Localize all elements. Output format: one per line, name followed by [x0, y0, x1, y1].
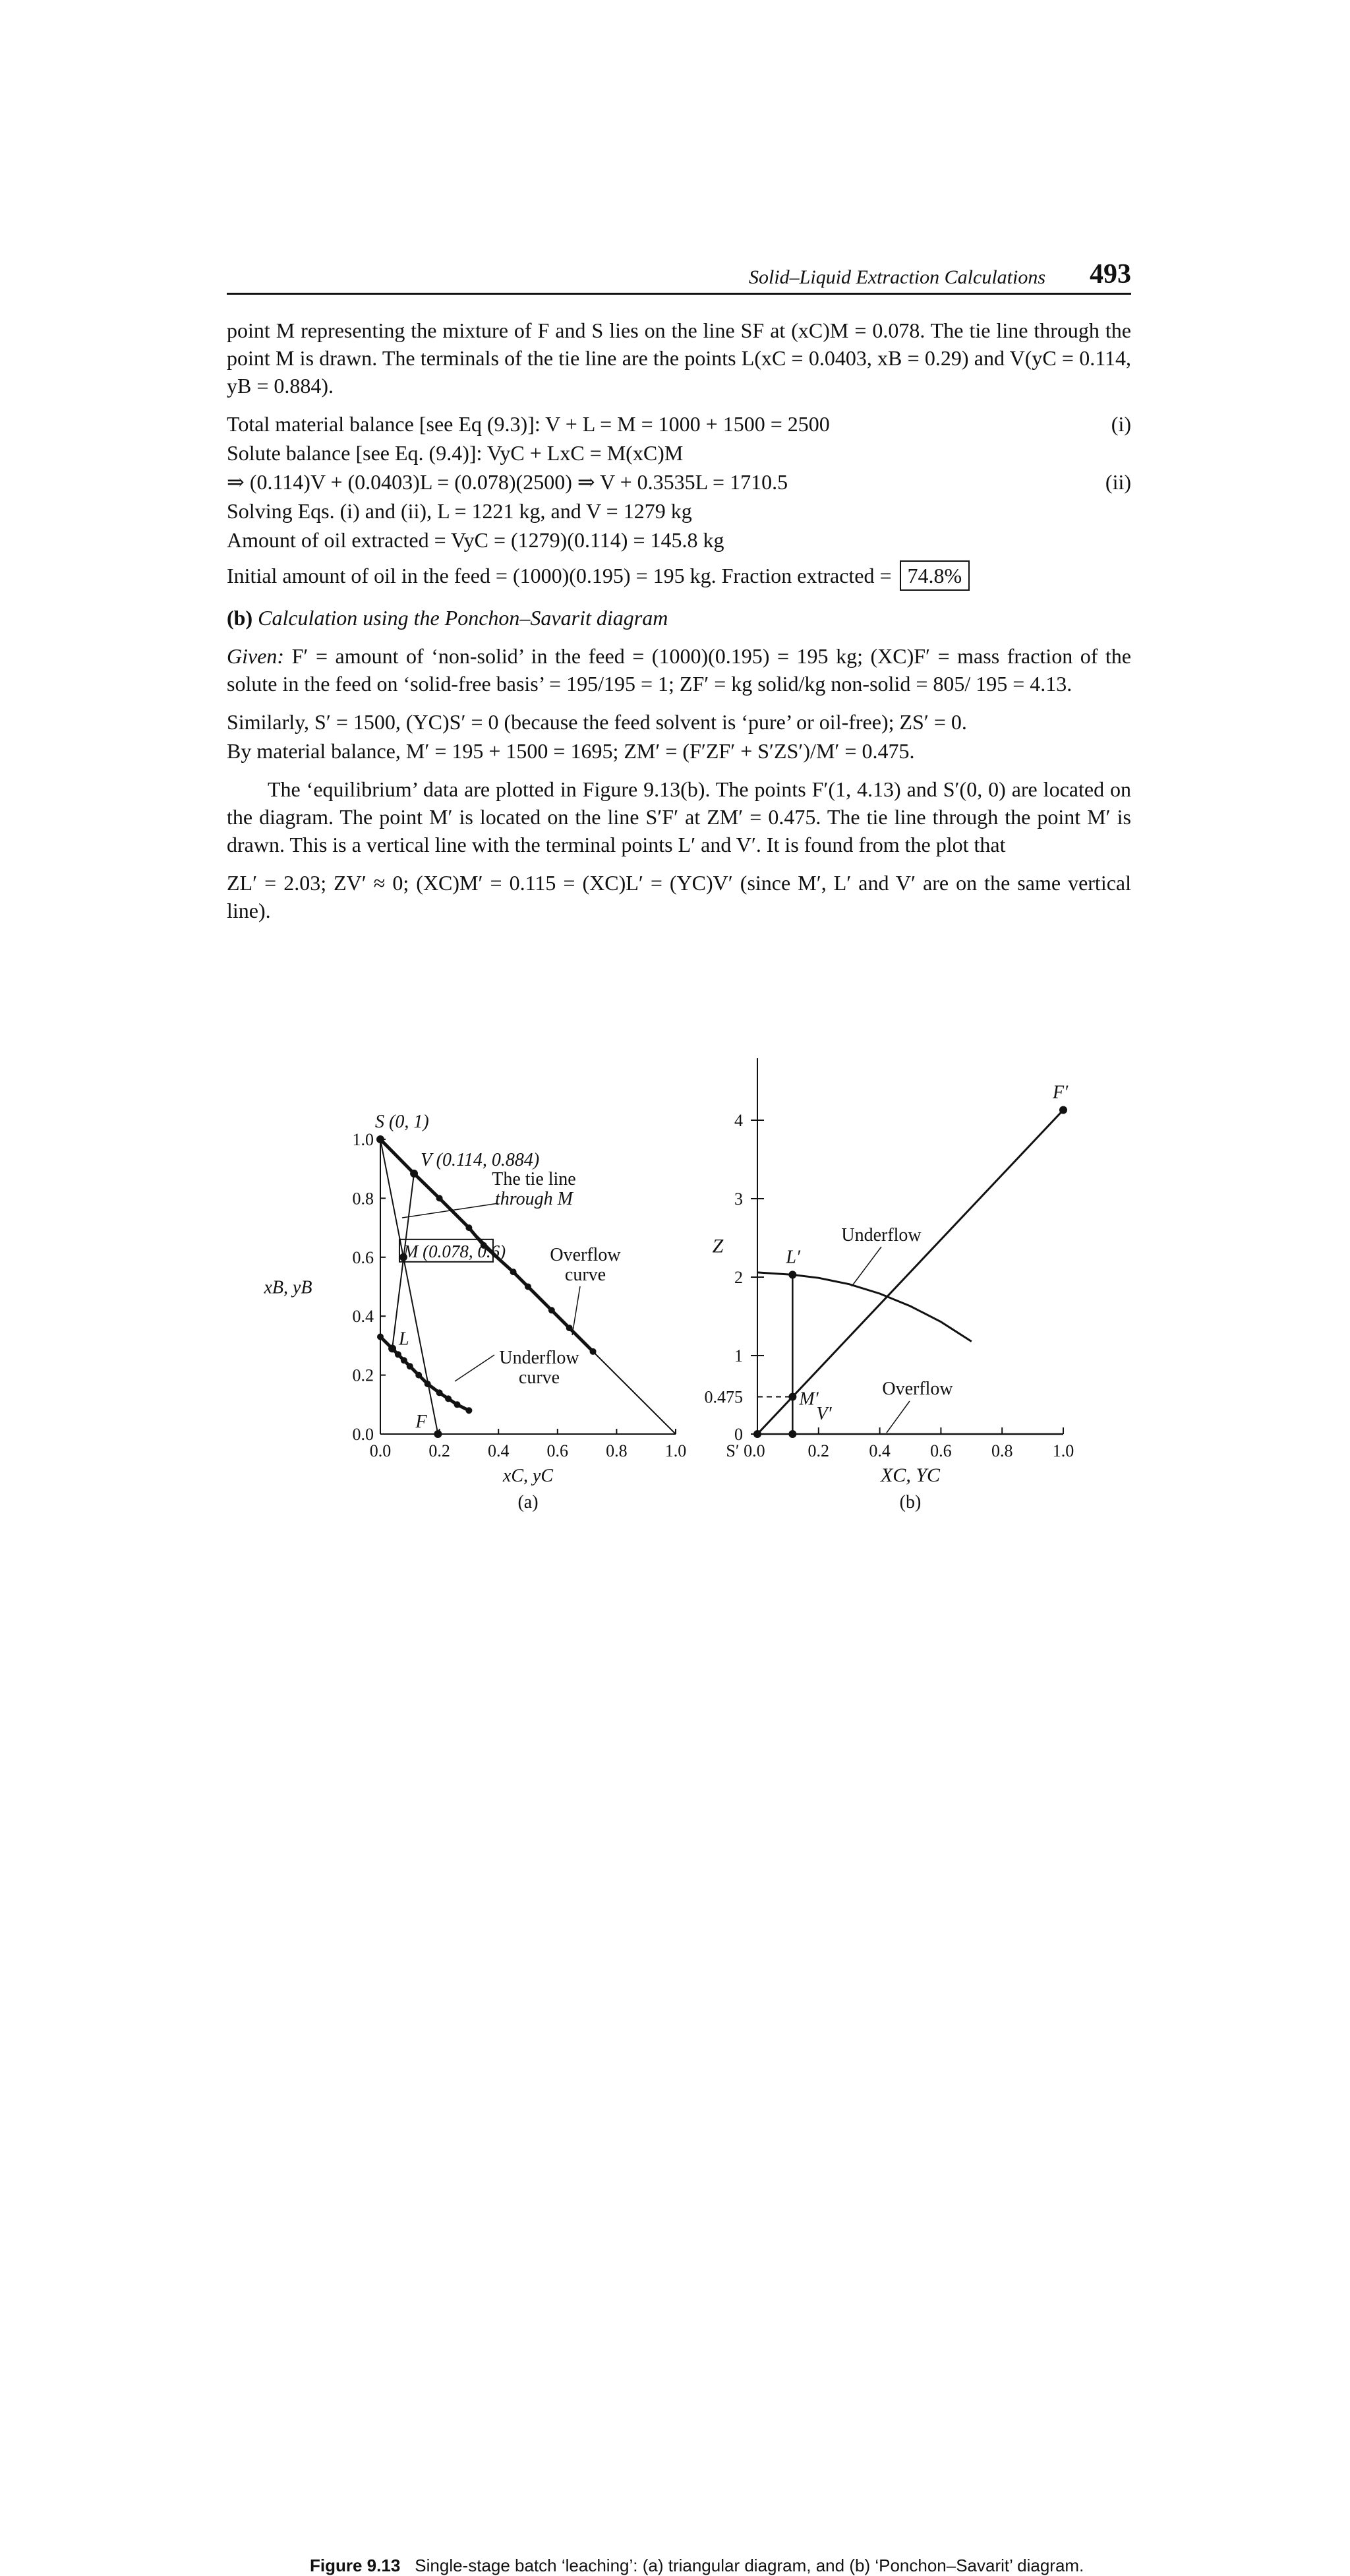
annotation-underflow: Underflow [499, 1348, 579, 1368]
x-tick-label: S′ 0.0 [726, 1441, 765, 1460]
data-point [401, 1357, 407, 1363]
point-marker [410, 1170, 418, 1178]
figure-9-13 [0, 1045, 1350, 2575]
annotation-leader [455, 1355, 494, 1381]
x-tick-label: 0.2 [428, 1441, 450, 1460]
page-header [227, 258, 1131, 295]
x-tick-label: 0.8 [606, 1441, 628, 1460]
x-tick-label: 0.4 [869, 1441, 891, 1460]
figure-caption [310, 2556, 1167, 2576]
panel-a-triangular-diagram [263, 1112, 686, 1513]
initial-amount-line [227, 560, 1131, 595]
similarly-text: Similarly, S′ = 1500, (YC)S′ = 0 (because the feed solvent is ‘pure’ or oil-free); ZS′ = 0. [227, 710, 967, 734]
equilibrium-paragraph: The ‘equilibrium’ data are plotted in Figure 9.13(b). The points F′(1, 4.13) and S′(0, 0) are located on the diagram. The point M′ is located on the line S′F′ at ZM′ = 0.475. The tie line through the point M′ is drawn. This is a vertical line with the terminal points L′ and V′. It is found from the plot that [227, 777, 1131, 856]
y-tick-label: 1 [734, 1346, 743, 1365]
panel-label: (b) [899, 1492, 922, 1513]
point-label-f-prime: F′ [1053, 1082, 1069, 1103]
data-point [525, 1284, 531, 1290]
figure-svg [0, 1045, 1350, 1520]
material-balance-text: By material balance, M′ = 195 + 1500 = 1695; ZM′ = (F′ZF′ + S′ZS′)/M′ = 0.475. [227, 739, 915, 763]
equation-text: Solute balance [see Eq. (9.4)]: VyC + LxC = M(xC)M [227, 441, 684, 465]
point-label-m: M (0.078, 0.6) [403, 1241, 506, 1261]
point-label-l: L [399, 1329, 409, 1350]
y-tick-label: 0 [734, 1425, 743, 1444]
data-point [465, 1407, 472, 1414]
annotation-leader [852, 1247, 881, 1286]
solution-text: Solving Eqs. (i) and (ii), L = 1221 kg, and V = 1279 kg [227, 499, 692, 523]
point-marker [788, 1393, 796, 1400]
data-point [407, 1363, 413, 1369]
equation-number: (ii) [1105, 470, 1131, 494]
x-tick-label: 0.6 [930, 1441, 952, 1460]
section-subheading [227, 604, 1131, 632]
annotation-leader [887, 1401, 910, 1433]
data-point [436, 1195, 443, 1201]
data-point [465, 1224, 472, 1231]
point-marker [376, 1135, 384, 1143]
annotation-overflow: curve [564, 1265, 606, 1285]
data-point [590, 1348, 597, 1355]
point-label-f: F [415, 1412, 427, 1432]
equation-text: Total material balance [see Eq (9.3)]: V + L = M = 1000 + 1500 = 2500 [227, 412, 830, 436]
data-point [548, 1307, 555, 1313]
data-point [436, 1389, 443, 1396]
y-tick-label: 0.4 [352, 1307, 374, 1327]
similarly-line [227, 708, 1131, 737]
data-point [395, 1351, 401, 1358]
given-paragraph [227, 642, 1131, 698]
point-label-m-prime: M′ [799, 1389, 819, 1410]
y-tick-label: 1.0 [352, 1130, 374, 1149]
oil-extracted-text: Amount of oil extracted = VyC = (1279)(0.114) = 145.8 kg [227, 528, 724, 552]
data-point [566, 1325, 573, 1331]
y-tick-label: 0.8 [352, 1189, 374, 1209]
data-point [510, 1269, 517, 1275]
intro-paragraph: point M representing the mixture of F and S lies on the line SF at (xC)M = 0.078. The tie line through the point M is drawn. The terminals of the tie line are the points L(xC = 0.0403, xB = 0.29) and V(yC = 0.114, yB = 0.884). [227, 318, 1131, 398]
data-point [425, 1381, 431, 1387]
initial-amount-text: Initial amount of oil in the feed = (1000)(0.195) = 195 kg. Fraction extracted = [227, 564, 892, 587]
solution-line [227, 497, 1131, 526]
x-tick-label: 0.4 [487, 1441, 510, 1460]
annotation-leader [572, 1286, 580, 1335]
y-tick-label-mprime: 0.475 [704, 1387, 743, 1407]
panel-label: (a) [517, 1492, 539, 1513]
page-number: 493 [1090, 259, 1131, 289]
point-marker [1059, 1106, 1067, 1114]
body-text [227, 316, 1131, 935]
x-tick-label: 0.2 [807, 1441, 830, 1460]
annotation-tie-line: through M [495, 1189, 573, 1209]
material-balance-line [227, 737, 1131, 766]
subheading-label: (b) [227, 606, 253, 630]
y-tick-label: 0.6 [352, 1247, 374, 1267]
given-text: F′ = amount of ‘non-solid’ in the feed = (1000)(0.195) = 195 kg; (XC)F′ = mass fraction of the solute in the feed on ‘solid-free basis’ = 195/195 = 1; ZF′ = kg solid/kg non-solid = 805/ 195 = 4.13. [227, 644, 1132, 696]
y-tick-label: 3 [734, 1189, 743, 1209]
data-point [445, 1395, 452, 1402]
x-axis-label: xC, yC [502, 1466, 554, 1486]
equation-substitution [227, 468, 1131, 497]
subheading-text: Calculation using the Ponchon–Savarit diagram [258, 606, 668, 630]
point-marker [434, 1430, 442, 1438]
annotation-tie-line: The tie line [492, 1169, 576, 1189]
equation-number: (i) [1111, 412, 1131, 436]
y-tick-label: 0.2 [352, 1365, 374, 1385]
panel-b-ponchon-savarit-diagram [705, 1058, 1074, 1513]
point-label-s: S (0, 1) [375, 1112, 429, 1132]
x-tick-label: 0.6 [546, 1441, 569, 1460]
caption-text: Single-stage batch ‘leaching’: (a) triangular diagram, and (b) ‘Ponchon–Savarit’ diagram. [415, 2556, 1084, 2575]
point-marker [753, 1430, 761, 1438]
point-marker [388, 1344, 396, 1352]
y-axis-label: Z [712, 1235, 724, 1257]
y-axis-label: xB, yB [264, 1277, 312, 1298]
y-tick-label: 0.0 [352, 1425, 374, 1444]
annotation-overflow: Overflow [550, 1245, 621, 1265]
annotation-underflow: curve [518, 1367, 560, 1388]
oil-extracted-line [227, 526, 1131, 555]
chart-line [380, 1139, 438, 1434]
annotation-overflow: Overflow [882, 1379, 953, 1399]
series-line [757, 1273, 972, 1342]
y-tick-label: 2 [734, 1268, 743, 1287]
annotation-underflow: Underflow [841, 1225, 922, 1245]
point-marker [788, 1271, 796, 1278]
point-label-v: V (0.114, 0.884) [421, 1149, 540, 1170]
x-tick-label: 0.0 [369, 1441, 392, 1460]
equation-solute-balance [227, 439, 1131, 468]
x-tick-label: 0.8 [991, 1441, 1013, 1460]
annotation-leader [402, 1203, 498, 1218]
point-marker [788, 1430, 796, 1438]
data-point [454, 1401, 460, 1408]
x-tick-label: 1.0 [664, 1441, 687, 1460]
x-tick-label: 1.0 [1052, 1441, 1074, 1460]
caption-label: Figure 9.13 [310, 2556, 401, 2575]
result-paragraph: ZL′ = 2.03; ZV′ ≈ 0; (XC)M′ = 0.115 = (XC)L′ = (YC)V′ (since M′, L′ and V′ are on the same vertical line). [227, 871, 1131, 922]
running-title: Solid–Liquid Extraction Calculations [749, 266, 1045, 288]
y-tick-label: 4 [734, 1111, 743, 1130]
equation-total-balance [227, 410, 1131, 439]
given-label: Given: [227, 644, 285, 668]
point-label-v-prime: V′ [816, 1404, 832, 1424]
data-point [415, 1372, 422, 1379]
x-axis-label: XC, YC [880, 1464, 941, 1486]
data-point [377, 1333, 384, 1340]
equation-text: ⇒ (0.114)V + (0.0403)L = (0.078)(2500) ⇒ V + 0.3535L = 1710.5 [227, 470, 788, 494]
fraction-extracted-box: 74.8% [900, 560, 970, 591]
point-label-l-prime: L′ [786, 1247, 801, 1268]
